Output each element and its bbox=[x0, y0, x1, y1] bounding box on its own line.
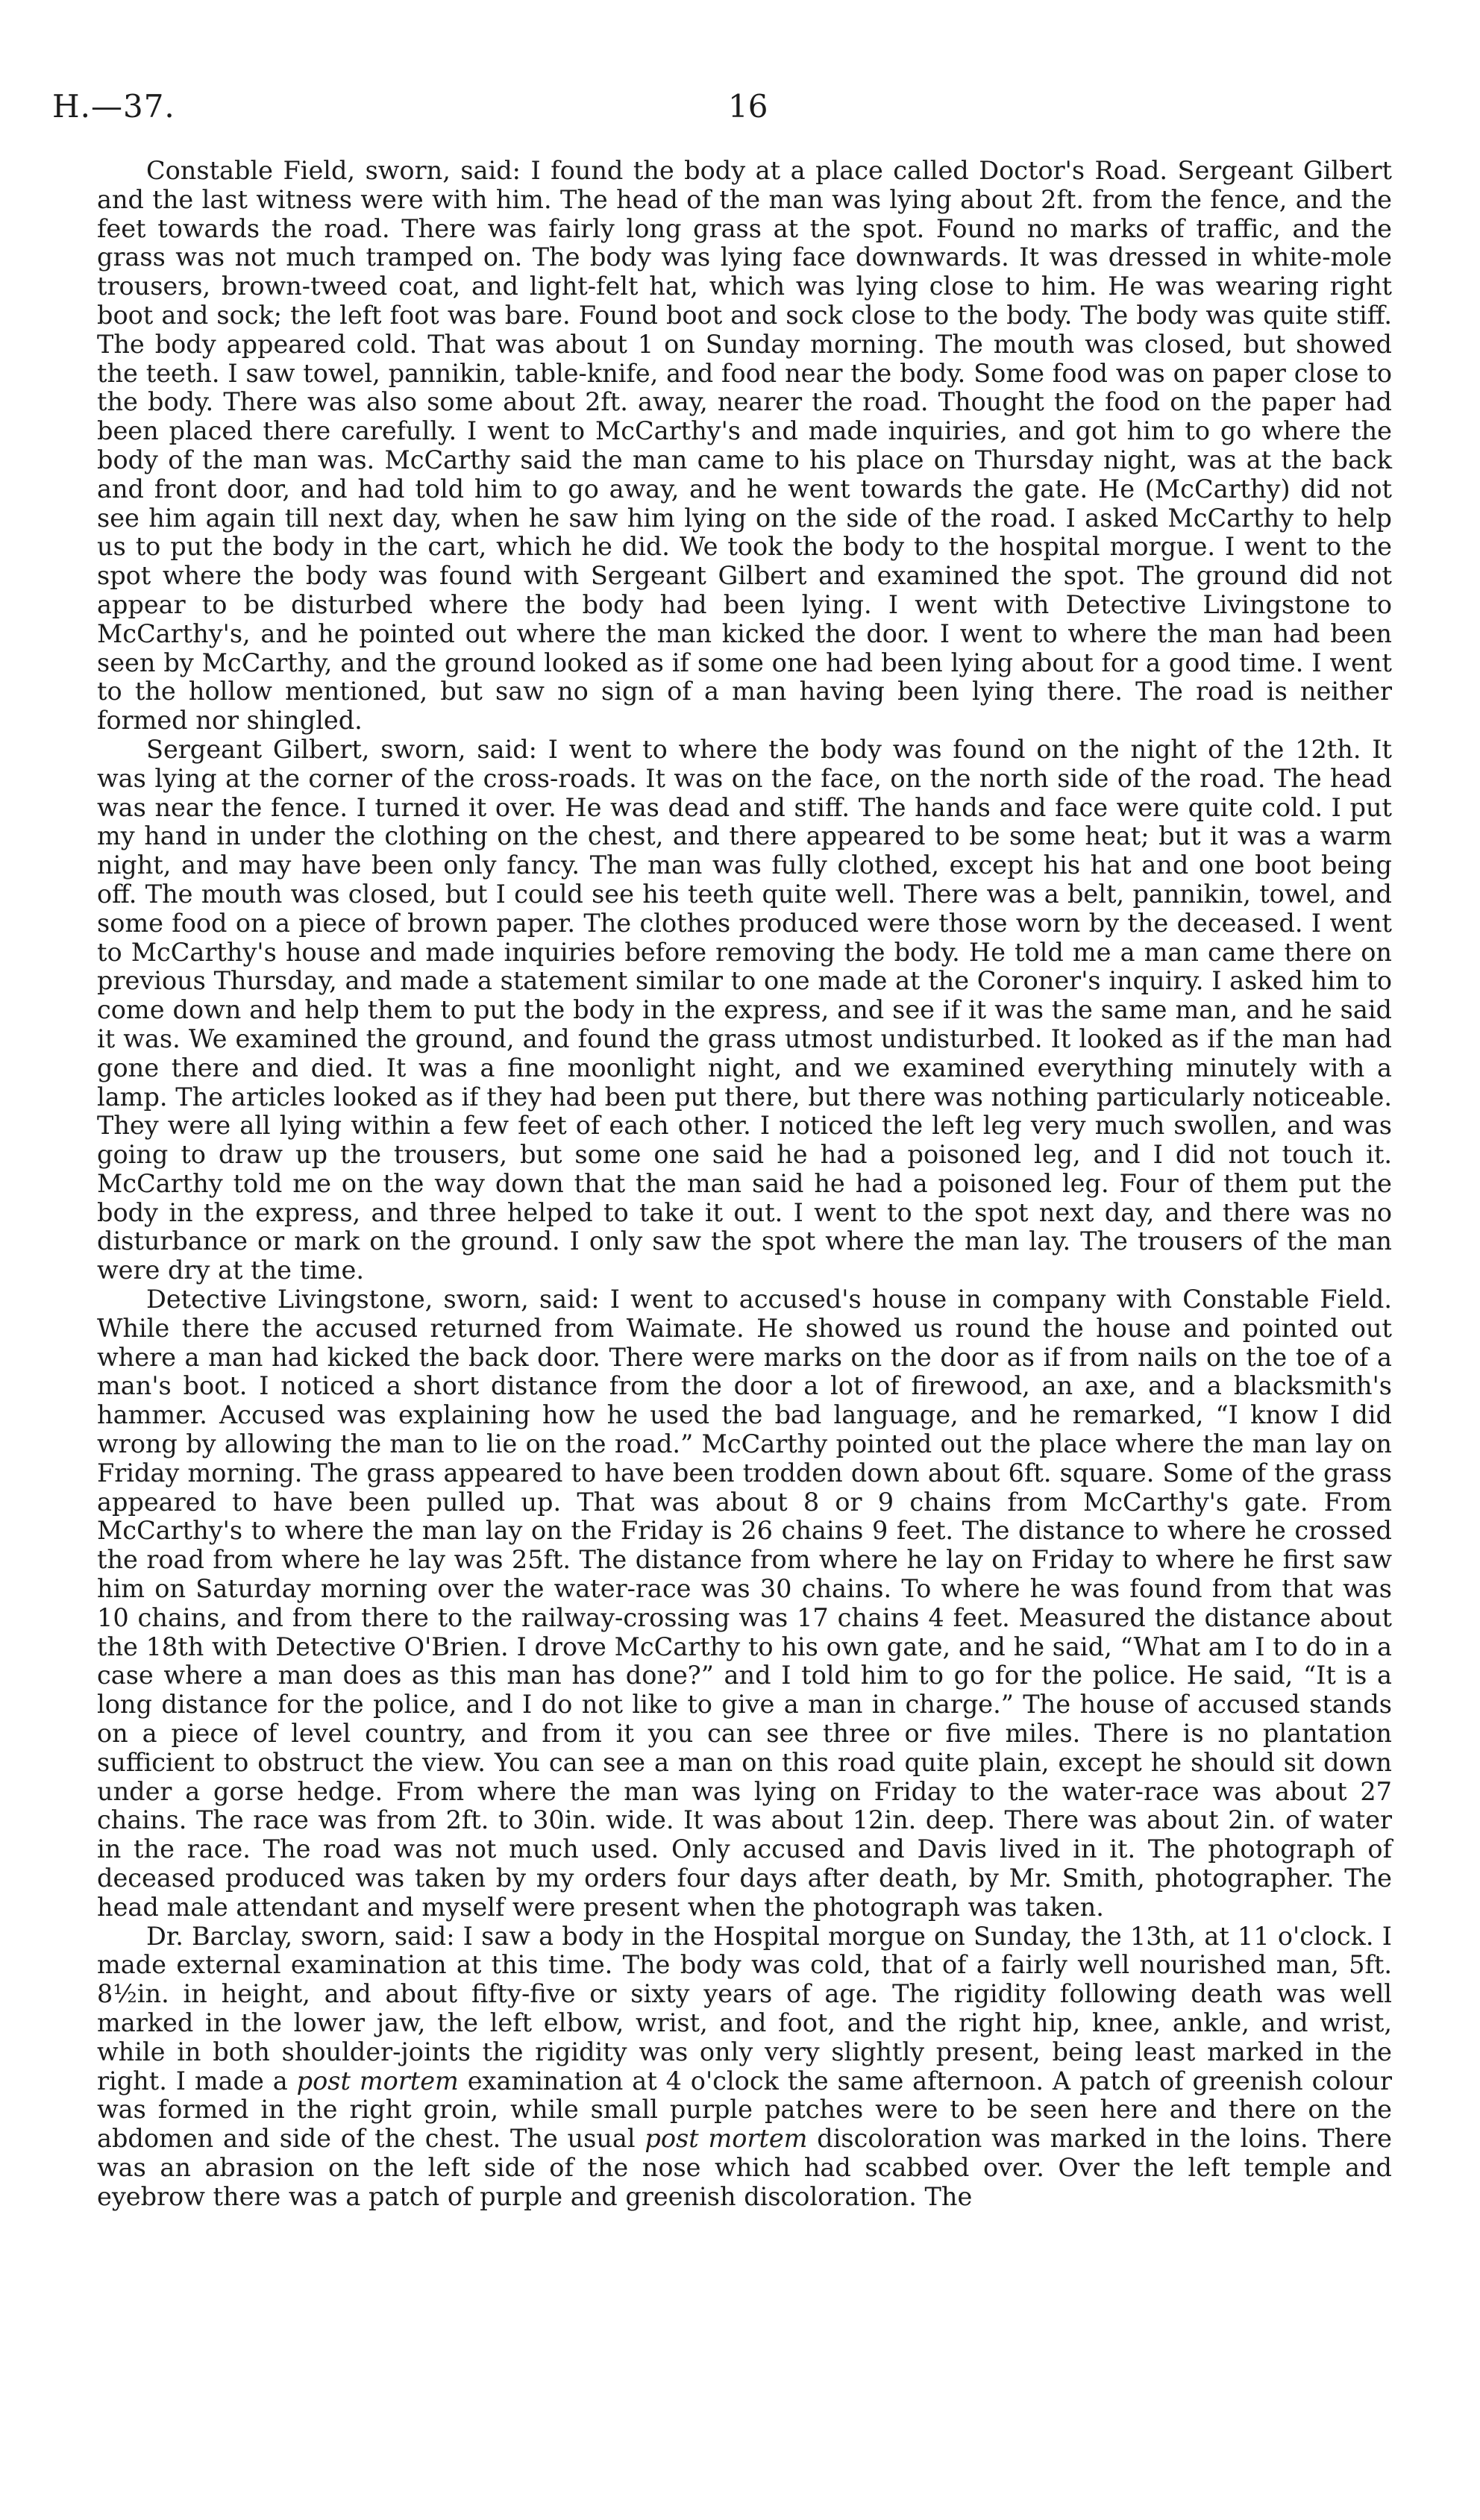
paragraph-text: Dr. Barclay, sworn, said: I saw a body in the Hospital morgue on Sunday, the 13th, at 11 o'clock. I made external examination at this time. The body was cold, that of a fairly well nourished man, 5ft. 8½in. in height, and about fifty-five or sixty years of age. The rigidity following death was well marked in the lower jaw, the left elbow, wrist, and foot, and the right hip, knee, ankle, and wrist, while in both shoulder-joints the rigidity was only very slightly present, being least marked in the right. I made a bbox=[97, 1921, 1392, 2096]
italic-term: post mortem bbox=[645, 2124, 808, 2154]
paragraph-detective-livingstone: Detective Livingstone, sworn, said: I went to accused's house in company with Constable Field. While there the accused returned from Waimate. He showed us round the house and pointed out where a man had kicked the back door. There were marks on the door as if from nails on the toe of a man's boot. I noticed a short distance from the door a lot of firewood, an axe, and a blacksmith's hammer. Accused was explaining how he used the bad language, and he remarked, “I know I did wrong by allowing the man to lie on the road.” McCarthy pointed out the place where the man lay on Friday morning. The grass appeared to have been trodden down about 6ft. square. Some of the grass appeared to have been pulled up. That was about 8 or 9 chains from McCarthy's gate. From McCarthy's to where the man lay on the Friday is 26 chains 9 feet. The distance to where he crossed the road from where he lay was 25ft. The distance from where he lay on Friday to where he first saw him on Saturday morning over the water-race was 30 chains. To where he was found from that was 10 chains, and from there to the railway-crossing was 17 chains 4 feet. Measured the distance about the 18th with Detective O'Brien. I drove McCarthy to his own gate, and he said, “What am I to do in a case where a man does as this man has done?” and I told him to go for the police. He said, “It is a long distance for the police, and I do not like to give a man in charge.” The house of accused stands on a piece of level country, and from it you can see three or five miles. There is no plantation sufficient to obstruct the view. You can see a man on this road quite plain, except he should sit down under a gorse hedge. From where the man was lying on Friday to the water-race was about 27 chains. The race was from 2ft. to 30in. wide. It was about 12in. deep. There was about 2in. of water in the race. The road was not much used. Only accused and Davis lived in it. The photograph of deceased produced was taken by my orders four days after death, by Mr. Smith, photographer. The head male attendant and myself were present when the photograph was taken. bbox=[97, 1285, 1392, 1922]
document-body bbox=[97, 157, 1392, 2212]
paragraph-text: discoloration was marked in the loins. There was an abrasion on the left side of the nose which had scabbed over. Over the left temple and eyebrow there was a patch of purple and greenish discoloration. The bbox=[97, 2124, 1392, 2211]
paragraph-constable-field: Constable Field, sworn, said: I found the body at a place called Doctor's Road. Sergeant Gilbert and the last witness were with him. The head of the man was lying about 2ft. from the fence, and the feet towards the road. There was fairly long grass at the spot. Found no marks of traffic, and the grass was not much tramped on. The body was lying face downwards. It was dressed in white-mole trousers, brown-tweed coat, and light-felt hat, which was lying close to him. He was wearing right boot and sock; the left foot was bare. Found boot and sock close to the body. The body was quite stiff. The body appeared cold. That was about 1 on Sunday morning. The mouth was closed, but showed the teeth. I saw towel, pannikin, table-knife, and food near the body. Some food was on paper close to the body. There was also some about 2ft. away, nearer the road. Thought the food on the paper had been placed there carefully. I went to McCarthy's and made inquiries, and got him to go where the body of the man was. McCarthy said the man came to his place on Thursday night, was at the back and front door, and had told him to go away, and he went towards the gate. He (McCarthy) did not see him again till next day, when he saw him lying on the side of the road. I asked McCarthy to help us to put the body in the cart, which he did. We took the body to the hospital morgue. I went to the spot where the body was found with Sergeant Gilbert and examined the spot. The ground did not appear to be disturbed where the body had been lying. I went with Detective Livingstone to McCarthy's, and he pointed out where the man kicked the door. I went to where the man had been seen by McCarthy, and the ground looked as if some one had been lying about for a good time. I went to the hollow mentioned, but saw no sign of a man having been lying there. The road is neither formed nor shingled. bbox=[97, 156, 1392, 736]
italic-term: post mortem bbox=[296, 2066, 459, 2096]
page-header bbox=[52, 88, 1447, 133]
paragraph-sergeant-gilbert: Sergeant Gilbert, sworn, said: I went to where the body was found on the night of the 12th. It was lying at the corner of the cross-roads. It was on the face, on the north side of the road. The head was near the fence. I turned it over. He was dead and stiff. The hands and face were quite cold. I put my hand in under the clothing on the chest, and there appeared to be some heat; but it was a warm night, and may have been only fancy. The man was fully clothed, except his hat and one boot being off. The mouth was closed, but I could see his teeth quite well. There was a belt, pannikin, towel, and some food on a piece of brown paper. The clothes produced were those worn by the deceased. I went to McCarthy's house and made inquiries before removing the body. He told me a man came there on previous Thursday, and made a statement similar to one made at the Coroner's inquiry. I asked him to come down and help them to put the body in the express, and see if it was the same man, and he said it was. We examined the ground, and found the grass utmost undisturbed. It looked as if the man had gone there and died. It was a fine moonlight night, and we examined everything minutely with a lamp. The articles looked as if they had been put there, but there was nothing particularly noticeable. They were all lying within a few feet of each other. I noticed the left leg very much swollen, and was going to draw up the trousers, but some one said he had a poisoned leg, and I did not touch it. McCarthy told me on the way down that the man said he had a poisoned leg. Four of them put the body in the express, and three helped to take it out. I went to the spot next day, and there was no disturbance or mark on the ground. I only saw the spot where the man lay. The trousers of the man were dry at the time. bbox=[97, 734, 1392, 1285]
document-reference: H.—37. bbox=[52, 88, 175, 125]
paragraph-text: examination at 4 o'clock the same afternoon. A patch of greenish colour was formed in the right groin, while small purple patches were to be seen here and there on the abdomen and side of the chest. The usual bbox=[97, 2066, 1392, 2154]
page-number: 16 bbox=[728, 88, 768, 125]
paragraph-dr-barclay bbox=[97, 1922, 1392, 2212]
